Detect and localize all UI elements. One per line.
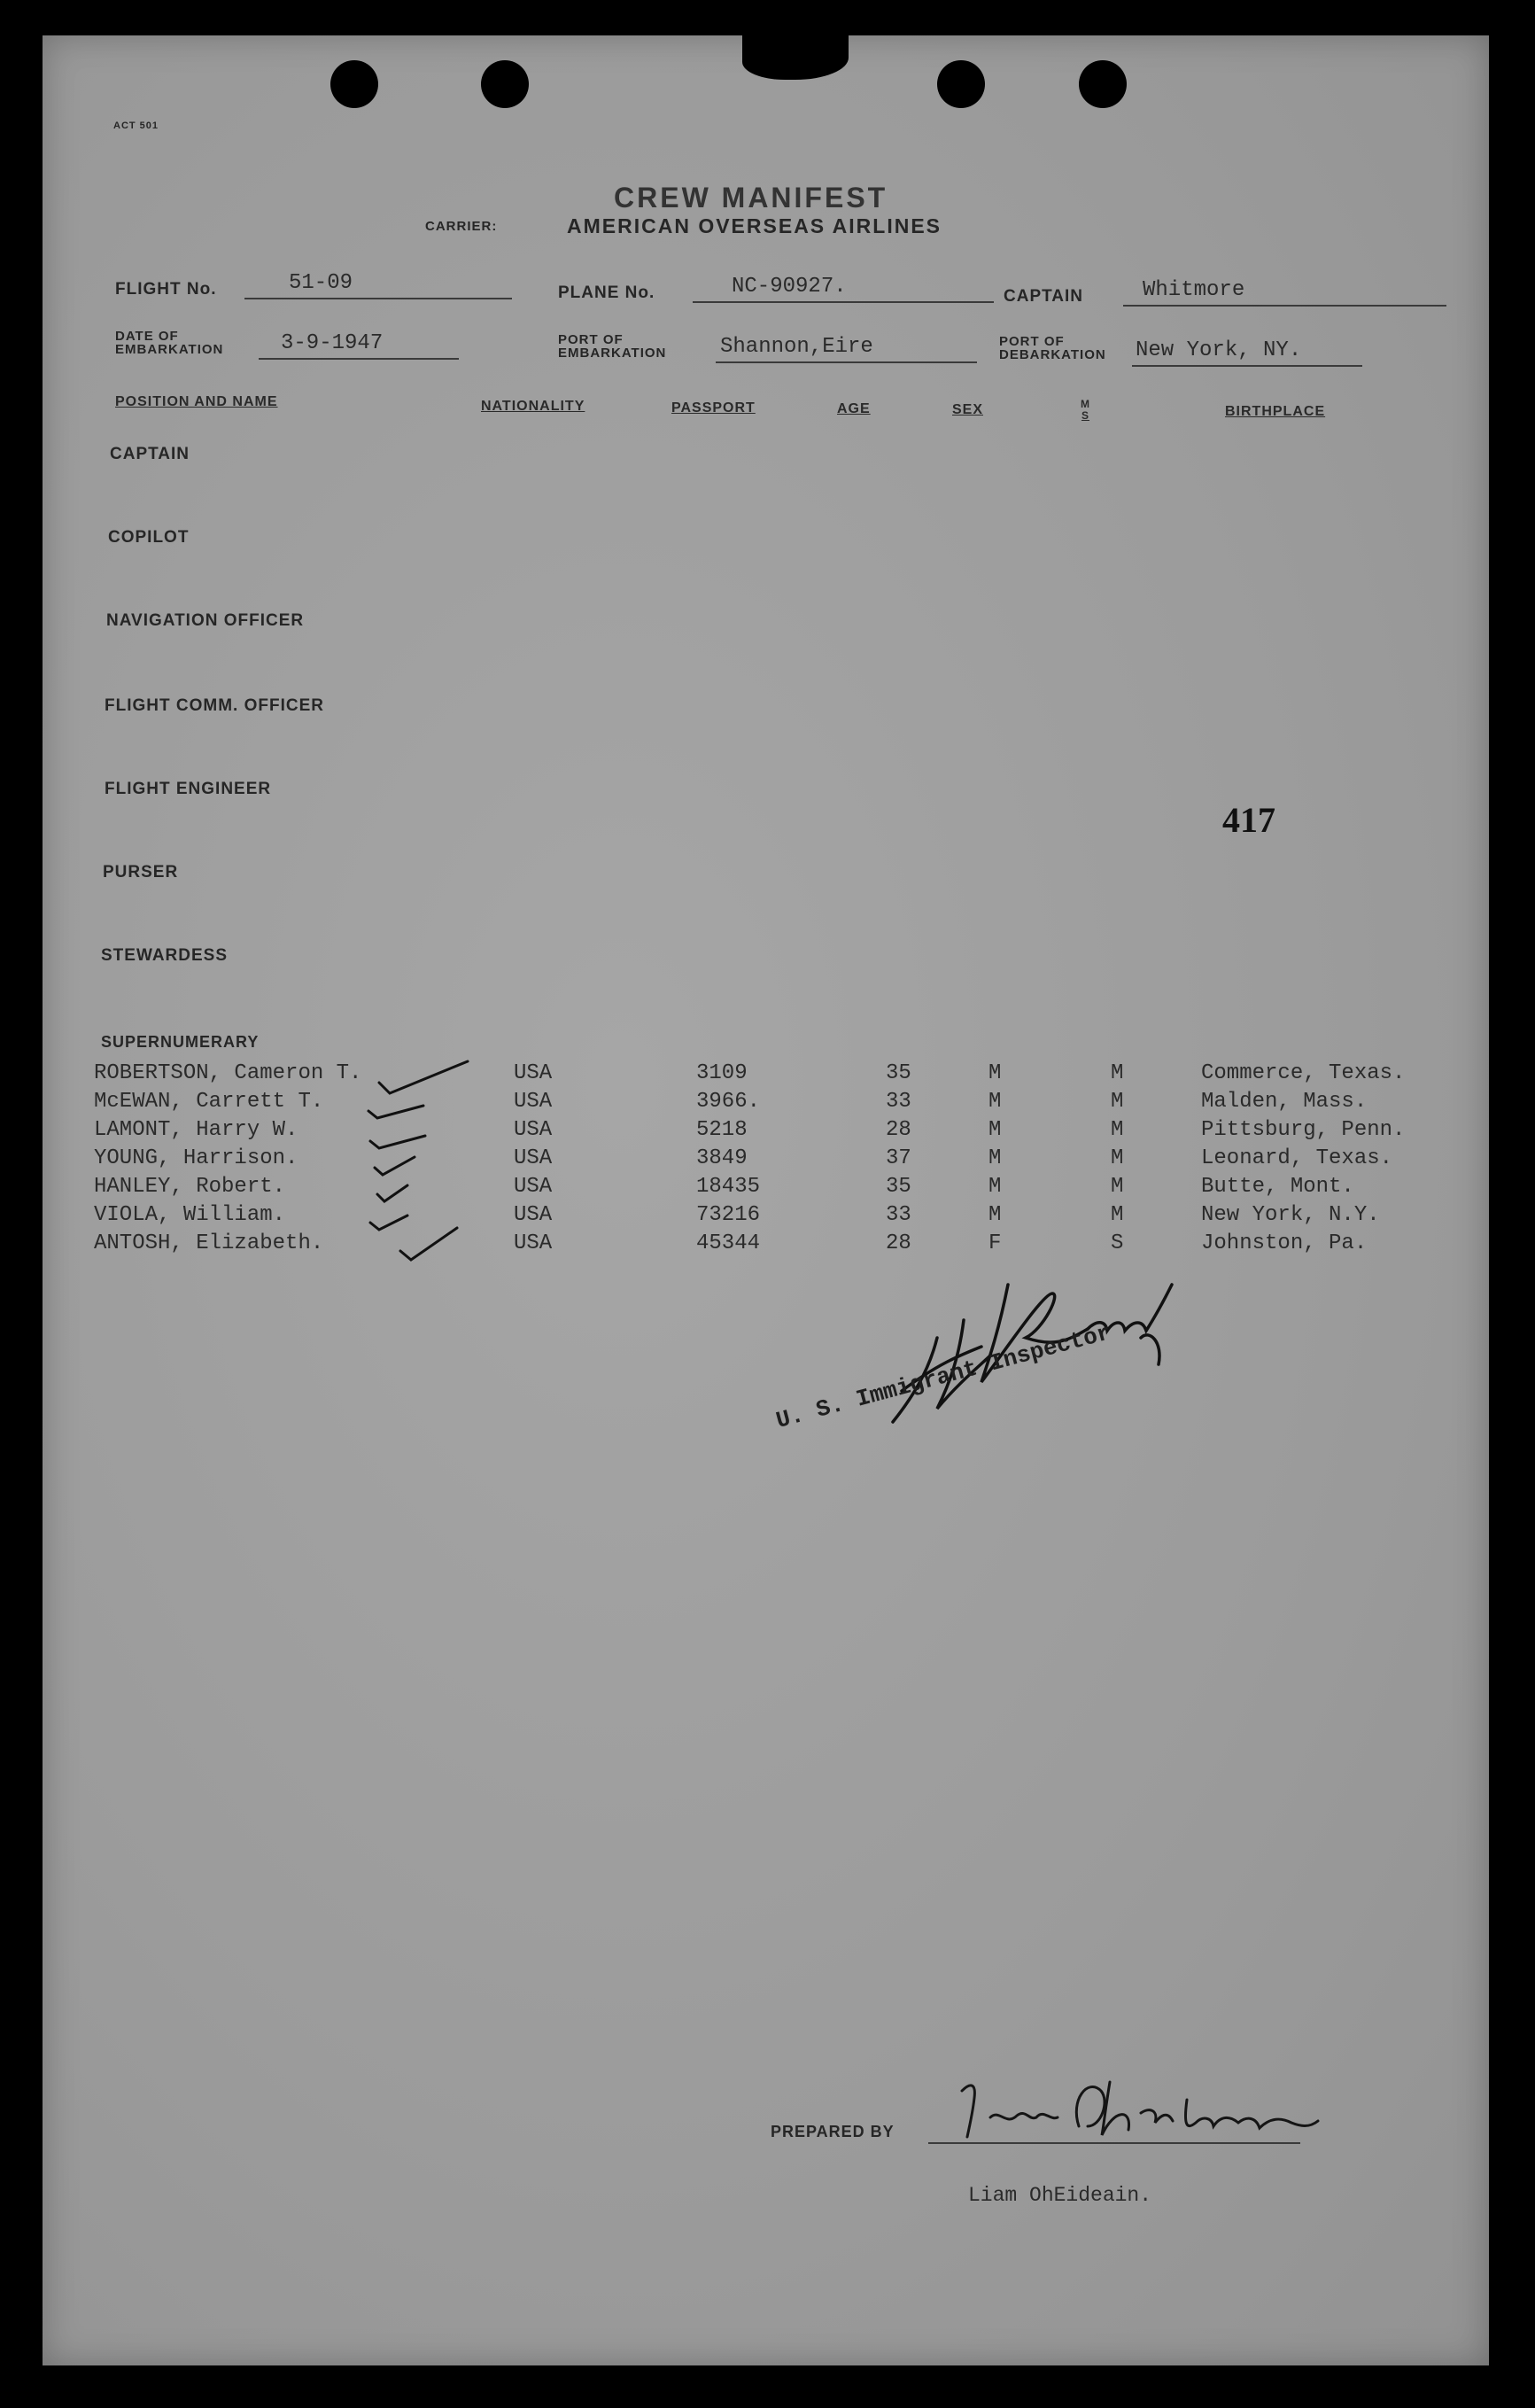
crew-age: 28 [886, 1231, 911, 1255]
crew-marital: M [1111, 1203, 1124, 1227]
punch-hole-icon [937, 60, 985, 108]
crew-sex: M [988, 1090, 1002, 1114]
crew-nationality: USA [514, 1061, 553, 1085]
carrier-label: CARRIER: [425, 219, 498, 234]
manifest-page [43, 35, 1489, 2365]
crew-age: 33 [886, 1090, 911, 1114]
crew-sex: F [988, 1231, 1002, 1255]
crew-nationality: USA [514, 1175, 553, 1199]
header-age: AGE [837, 401, 871, 416]
crew-birthplace: Pittsburg, Penn. [1201, 1118, 1406, 1142]
header-sex: SEX [952, 402, 984, 417]
punch-hole-icon [1079, 60, 1127, 108]
crew-nationality: USA [514, 1090, 553, 1114]
crew-nationality: USA [514, 1146, 553, 1170]
header-marital: M S [1081, 398, 1090, 422]
crew-marital: M [1111, 1175, 1124, 1199]
date-label: DATE OF EMBARKATION [115, 329, 224, 357]
crew-age: 35 [886, 1175, 911, 1199]
crew-passport: 18435 [696, 1175, 761, 1199]
position-stewardess: STEWARDESS [101, 946, 229, 965]
crew-age: 33 [886, 1203, 911, 1227]
header-nationality: NATIONALITY [481, 399, 585, 414]
crew-nationality: USA [514, 1203, 553, 1227]
crew-birthplace: Leonard, Texas. [1201, 1146, 1393, 1170]
crew-marital: M [1111, 1146, 1124, 1170]
crew-birthplace: Johnston, Pa. [1201, 1231, 1368, 1255]
page-title: CREW MANIFEST [614, 182, 888, 214]
preparer-signature-icon [955, 2064, 1345, 2153]
position-copilot: COPILOT [108, 528, 190, 547]
plane-label: PLANE No. [558, 284, 655, 302]
header-passport: PASSPORT [671, 400, 756, 416]
crew-passport: 3966. [696, 1090, 761, 1114]
inspector-stamp: U. S. Immigrant Inspector [773, 1319, 1114, 1434]
header-birthplace: BIRTHPLACE [1225, 404, 1326, 419]
flight-label: FLIGHT No. [115, 280, 217, 299]
supernumerary-label: SUPERNUMERARY [101, 1033, 260, 1051]
checkmark-icon [344, 1019, 477, 1320]
prepared-by-label: PREPARED BY [771, 2123, 895, 2140]
flight-value: 51-09 [244, 271, 512, 299]
crew-name: HANLEY, Robert. [94, 1175, 286, 1199]
crew-birthplace: Commerce, Texas. [1201, 1061, 1406, 1085]
crew-birthplace: Malden, Mass. [1201, 1090, 1368, 1114]
captain-label: CAPTAIN [1004, 287, 1084, 306]
crew-name: ROBERTSON, Cameron T. [94, 1061, 362, 1085]
preparer-typed-name: Liam OhEideain. [968, 2184, 1152, 2207]
crew-passport: 45344 [696, 1231, 761, 1255]
crew-nationality: USA [514, 1118, 553, 1142]
crew-age: 37 [886, 1146, 911, 1170]
crew-sex: M [988, 1061, 1002, 1085]
page-number: 417 [1222, 800, 1275, 840]
crew-marital: M [1111, 1061, 1124, 1085]
port-debarkation-label: PORT OF DEBARKATION [999, 334, 1106, 362]
position-flight-engineer: FLIGHT ENGINEER [105, 780, 272, 798]
torn-edge-icon [742, 35, 849, 80]
crew-name: YOUNG, Harrison. [94, 1146, 298, 1170]
crew-name: LAMONT, Harry W. [94, 1118, 298, 1142]
port-embarkation-label: PORT OF EMBARKATION [558, 332, 667, 361]
crew-passport: 3109 [696, 1061, 748, 1085]
carrier-name: AMERICAN OVERSEAS AIRLINES [567, 214, 942, 237]
date-value: 3-9-1947 [259, 331, 459, 360]
crew-age: 35 [886, 1061, 911, 1085]
crew-name: ANTOSH, Elizabeth. [94, 1231, 324, 1255]
crew-sex: M [988, 1175, 1002, 1199]
crew-passport: 73216 [696, 1203, 761, 1227]
crew-passport: 3849 [696, 1146, 748, 1170]
punch-hole-icon [481, 60, 529, 108]
captain-value: Whitmore [1123, 278, 1446, 307]
port-debarkation-value: New York, NY. [1132, 338, 1362, 367]
header-position: POSITION AND NAME [115, 394, 278, 409]
position-purser: PURSER [103, 863, 179, 882]
plane-value: NC-90927. [693, 275, 994, 303]
crew-birthplace: New York, N.Y. [1201, 1203, 1380, 1227]
position-captain: CAPTAIN [110, 445, 190, 463]
crew-name: VIOLA, William. [94, 1203, 286, 1227]
punch-hole-icon [330, 60, 378, 108]
position-navigation-officer: NAVIGATION OFFICER [106, 611, 305, 630]
position-flight-comm-officer: FLIGHT COMM. OFFICER [105, 696, 324, 715]
crew-marital: S [1111, 1231, 1124, 1255]
corner-mark: ACT 501 [113, 120, 159, 131]
crew-marital: M [1111, 1118, 1124, 1142]
crew-sex: M [988, 1118, 1002, 1142]
crew-nationality: USA [514, 1231, 553, 1255]
crew-marital: M [1111, 1090, 1124, 1114]
crew-sex: M [988, 1146, 1002, 1170]
crew-age: 28 [886, 1118, 911, 1142]
port-embarkation-value: Shannon,Eire [716, 335, 977, 363]
crew-birthplace: Butte, Mont. [1201, 1175, 1354, 1199]
crew-sex: M [988, 1203, 1002, 1227]
crew-passport: 5218 [696, 1118, 748, 1142]
crew-name: McEWAN, Carrett T. [94, 1090, 324, 1114]
